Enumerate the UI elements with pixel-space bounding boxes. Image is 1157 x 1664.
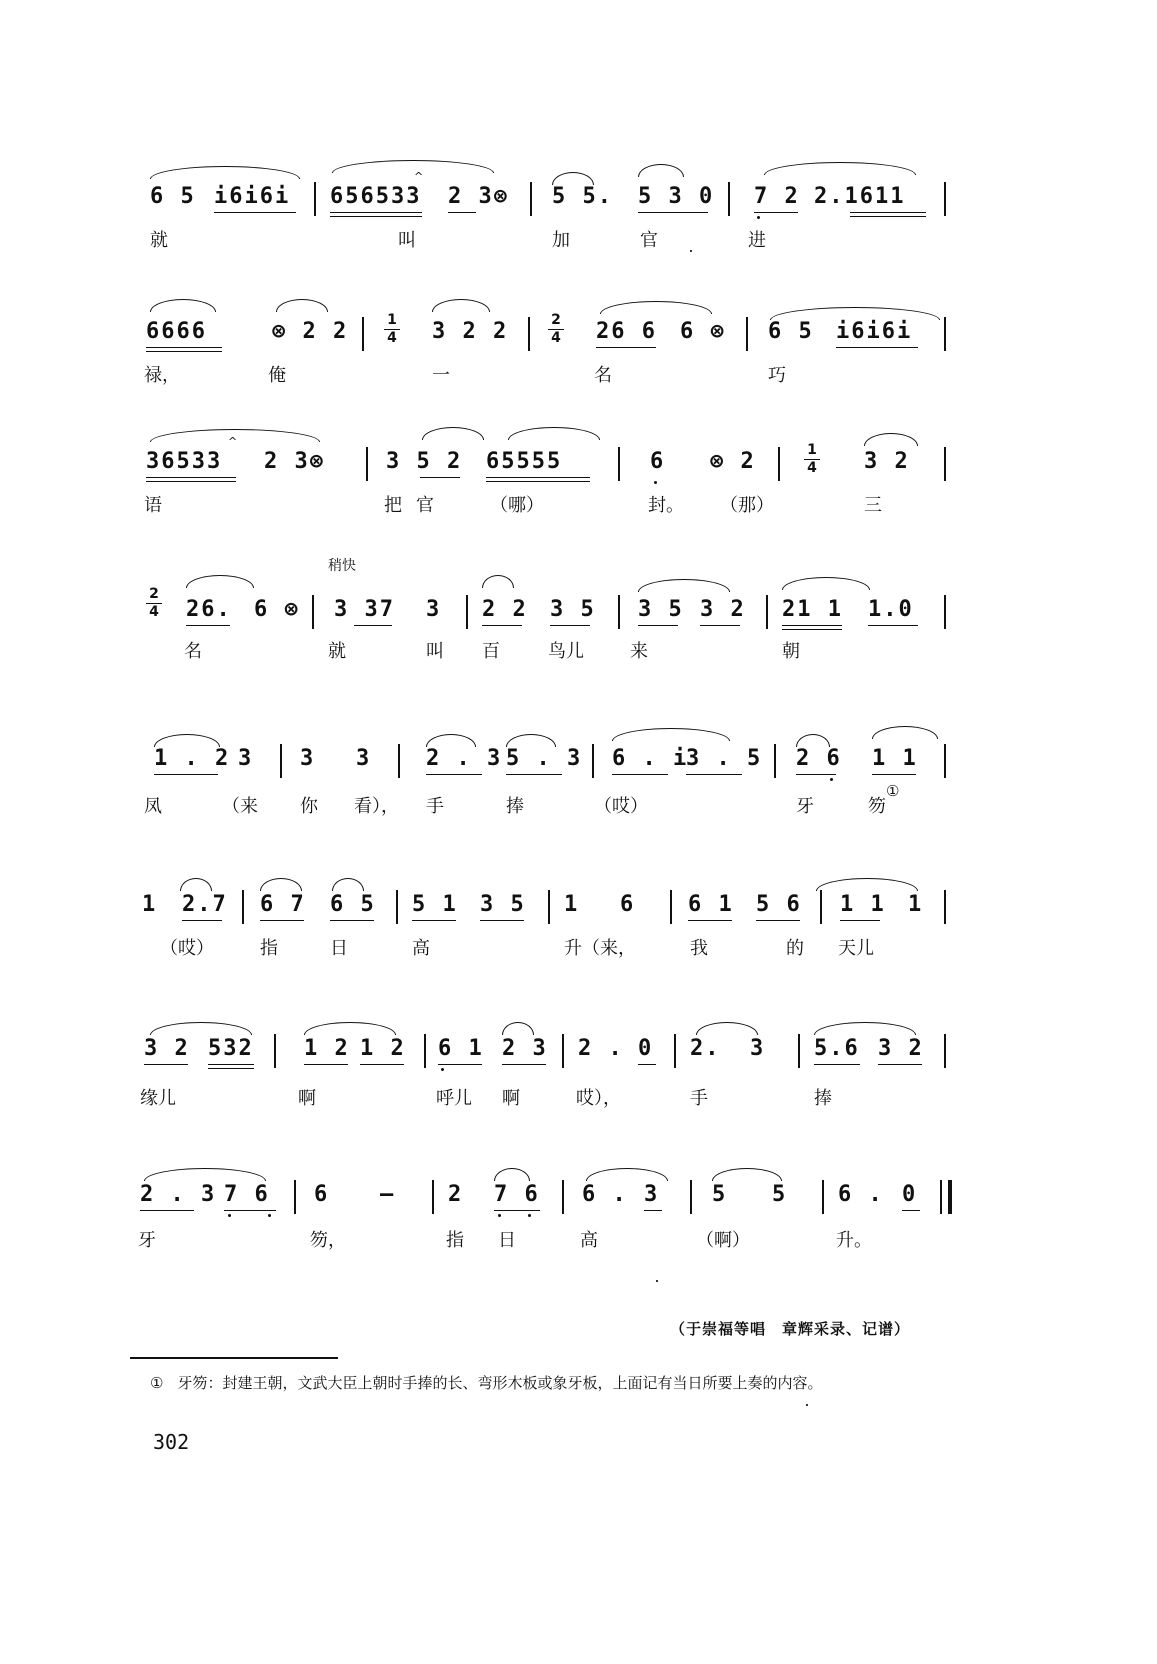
lyric: 手 [426, 796, 444, 817]
note-group: 2 6 [796, 746, 842, 771]
lyric: 啊 [502, 1088, 520, 1109]
note-group: 532 [208, 1036, 254, 1061]
note-group: 3 [238, 746, 254, 771]
slur [586, 1168, 668, 1181]
footnote-divider [130, 1357, 338, 1359]
lyric: 官 [640, 230, 658, 251]
time-signature-denominator: 4 [149, 604, 159, 620]
underline [426, 774, 482, 775]
lyric: 看）， [354, 796, 399, 817]
note-group: 26 6 [596, 319, 657, 344]
note-group: i6i6i [214, 184, 291, 209]
underline [186, 625, 230, 626]
underline [868, 625, 918, 626]
time-signature-denominator: 4 [807, 460, 817, 476]
underline [700, 625, 740, 626]
slur [276, 299, 328, 312]
double-underline [486, 477, 590, 482]
underline [482, 625, 522, 626]
underline [612, 774, 668, 775]
slur [612, 728, 730, 741]
lyric: 三 [864, 495, 882, 516]
scan-speck [690, 250, 692, 252]
slur [144, 1168, 266, 1181]
lyric: 捧 [814, 1088, 832, 1109]
barline [766, 595, 768, 629]
note-group: 0 [902, 1182, 918, 1207]
time-signature-numerator: 2 [149, 586, 159, 602]
note-group: 26. [186, 597, 232, 622]
underline [754, 212, 798, 213]
note-group: 5 6 [756, 892, 802, 917]
note-group: 6 ⊗ [680, 319, 726, 344]
lyric: 封。 [648, 495, 684, 516]
barline [548, 890, 550, 924]
underline [840, 920, 880, 921]
slur [432, 299, 490, 312]
footnote-mark: ① [150, 1374, 164, 1392]
underline [260, 920, 304, 921]
note-group: 1 1 [840, 892, 886, 917]
note-group: – [380, 1182, 396, 1207]
lyric: 叫 [398, 230, 416, 251]
note-group: 6 . i [612, 746, 689, 771]
note-group: 6 5 [768, 319, 814, 344]
barline [280, 744, 282, 778]
barline [424, 1034, 426, 1068]
lyric: （哎） [160, 938, 214, 959]
underline [214, 212, 296, 213]
underline [902, 1210, 920, 1211]
lyric: 朝 [782, 641, 800, 662]
note-group: 65555 [486, 449, 563, 474]
time-signature-numerator: 1 [807, 442, 817, 458]
note-group: 3 [426, 597, 442, 622]
slur [180, 878, 212, 891]
note-group: 2 3 [502, 1036, 548, 1061]
underline [360, 1064, 404, 1065]
underline [756, 920, 800, 921]
slur [422, 427, 484, 440]
slur [150, 166, 300, 179]
note-group: 6666 [146, 319, 207, 344]
note-group: 6 [620, 892, 636, 917]
slur [638, 164, 684, 177]
octave-dot [268, 1214, 271, 1217]
lyric: 牙 [796, 796, 814, 817]
lyric: （哪） [490, 495, 544, 516]
double-underline [208, 1064, 254, 1069]
underline [420, 477, 460, 478]
lyric: 把 [384, 495, 402, 516]
double-underline [850, 212, 926, 217]
double-underline [782, 625, 842, 630]
note-group: 5 5. [552, 184, 613, 209]
slur [494, 1168, 530, 1181]
underline [330, 920, 374, 921]
underline [506, 774, 562, 775]
octave-dot [757, 216, 760, 219]
octave-dot [528, 1214, 531, 1217]
lyric: 捧 [506, 796, 524, 817]
octave-dot [830, 778, 833, 781]
lyric: 日 [330, 938, 348, 959]
note-group: 3 5 [638, 597, 684, 622]
note-group: 2 . [578, 1036, 624, 1061]
slur [864, 433, 918, 446]
underline [644, 1210, 662, 1211]
scan-speck [656, 1280, 658, 1282]
scan-speck [806, 1404, 808, 1406]
lyric: 加 [552, 230, 570, 251]
barline [822, 1180, 824, 1214]
footnote-text: 牙笏：封建王朝，文武大臣上朝时手捧的长、弯形木板或象牙板，上面记有当日所要上奏的内容。 [177, 1374, 823, 1392]
barline [690, 1180, 692, 1214]
barline [944, 182, 946, 216]
lyric: 指 [260, 938, 278, 959]
slur [764, 162, 916, 175]
underline [304, 1064, 348, 1065]
lyric: 鸟儿 [548, 641, 584, 662]
lyric: （啊） [696, 1230, 750, 1251]
barline [294, 1180, 296, 1214]
underline [140, 1210, 194, 1211]
lyric: 升。 [836, 1230, 872, 1251]
barline [432, 1180, 434, 1214]
note-group: 2 3⊗ [448, 184, 509, 209]
note-group: 7 6 [224, 1182, 270, 1207]
underline [182, 920, 222, 921]
slur [260, 878, 302, 891]
note-group: 6 5 [150, 184, 196, 209]
tempo-marking: 稍快 [328, 558, 356, 574]
slur [816, 878, 918, 891]
lyric: 啊 [298, 1088, 316, 1109]
note-group: ⊗ 2 [710, 449, 756, 474]
barline [778, 447, 780, 481]
note-group: 7 6 [494, 1182, 540, 1207]
slur [502, 1022, 534, 1035]
underline [872, 774, 916, 775]
lyric: 名 [184, 641, 202, 662]
barline [396, 890, 398, 924]
lyric: 来 [630, 641, 648, 662]
footnote [150, 1372, 822, 1393]
underline [638, 212, 708, 213]
lyric: 百 [482, 641, 500, 662]
lyric: 高 [580, 1230, 598, 1251]
note-group: 5 1 [412, 892, 458, 917]
lyric: 日 [498, 1230, 516, 1251]
underline [224, 1210, 276, 1211]
underline [438, 1064, 482, 1065]
barline [366, 447, 368, 481]
underline [354, 625, 392, 626]
note-group: 6 ⊗ [254, 597, 300, 622]
lyric: 呼儿 [436, 1088, 472, 1109]
note-group: i6i6i [836, 319, 913, 344]
lyric: 进 [748, 230, 766, 251]
slur [150, 299, 216, 312]
lyric: 我 [690, 938, 708, 959]
lyric: 官 [416, 495, 434, 516]
slur [712, 1168, 782, 1181]
score-system-3 [144, 425, 1020, 516]
underline [638, 1064, 656, 1065]
slur [482, 575, 514, 588]
octave-dot [228, 1214, 231, 1217]
barline [944, 744, 946, 778]
barline [674, 1034, 676, 1068]
octave-dot [498, 1214, 501, 1217]
lyric: 升（来， [564, 938, 636, 959]
note-group: ⊗ 2 2 [272, 319, 349, 344]
note-group: 6 [314, 1182, 330, 1207]
note-group: 3 [644, 1182, 660, 1207]
double-underline [330, 212, 422, 217]
score-system-6 [142, 868, 1020, 959]
note-group: 5 . 3 [506, 746, 583, 771]
note-group: 6 . [838, 1182, 884, 1207]
barline [242, 890, 244, 924]
barline [798, 1034, 800, 1068]
double-underline [146, 477, 236, 482]
underline [494, 1210, 540, 1211]
note-group: 3 2 [878, 1036, 924, 1061]
underline [502, 1064, 546, 1065]
score-system-8 [138, 1158, 1020, 1251]
barline [528, 317, 530, 351]
score-system-1 [150, 160, 1020, 250]
note-group: 3 5 [480, 892, 526, 917]
barline [944, 1034, 946, 1068]
note-group: 3 5 [550, 597, 596, 622]
barline [670, 890, 672, 924]
time-signature-numerator: 1 [387, 312, 397, 328]
underline [480, 920, 524, 921]
octave-dot [654, 481, 657, 484]
note-group: 2 2 [482, 597, 528, 622]
lyric: 手 [690, 1088, 708, 1109]
note-group: 3 2 [700, 597, 746, 622]
note-group: 7 2 [754, 184, 800, 209]
underline [448, 212, 476, 213]
note-group: 3 37 [334, 597, 395, 622]
barline [820, 890, 822, 924]
final-barline [940, 1180, 952, 1214]
slur [186, 575, 254, 588]
barline [562, 1034, 564, 1068]
note-group: 0 [638, 1036, 654, 1061]
score-system-2 [144, 295, 1020, 386]
note-group: 1 [142, 892, 158, 917]
time-signature-denominator: 4 [551, 330, 561, 346]
note-group: 2.7 [182, 892, 228, 917]
score-system-4 [149, 555, 1020, 662]
barline [746, 317, 748, 351]
barline [398, 744, 400, 778]
lyric: 缘儿 [140, 1088, 176, 1109]
lyric: 俺 [268, 365, 286, 386]
lyric: 哎）， [576, 1088, 621, 1109]
note-group: 2. [690, 1036, 721, 1061]
barline [562, 1180, 564, 1214]
time-signature [146, 587, 162, 620]
accent-mark: ^ [414, 170, 424, 183]
slur [332, 878, 364, 891]
note-group: 3 2 2 [432, 319, 509, 344]
slur [600, 301, 712, 314]
note-group: 6 . [582, 1182, 628, 1207]
underline [550, 625, 590, 626]
octave-dot [441, 1068, 444, 1071]
barline [618, 595, 620, 629]
note-group: 1 2 [304, 1036, 350, 1061]
barline [530, 182, 532, 216]
slur [150, 1022, 252, 1035]
note-group: 656533 [330, 184, 422, 209]
note-group: 3 2 [144, 1036, 190, 1061]
underline [796, 774, 836, 775]
note-group: 3 5 2 [386, 449, 463, 474]
lyric: 高 [412, 938, 430, 959]
underline [144, 1064, 188, 1065]
note-group: 3 [356, 746, 372, 771]
note-group: 21 1 [782, 597, 843, 622]
page-number: 302 [153, 1430, 190, 1454]
lyric: 凤 [144, 796, 162, 817]
underline [814, 1064, 860, 1065]
note-group: 2 . 3 [140, 1182, 217, 1207]
slur [814, 1022, 916, 1035]
note-group: 1 [564, 892, 580, 917]
lyric: 指 [446, 1230, 464, 1251]
underline [686, 774, 742, 775]
note-group: 6 1 [688, 892, 734, 917]
note-group: 6 1 [438, 1036, 484, 1061]
barline [362, 317, 364, 351]
slur [872, 726, 938, 739]
barline [618, 447, 620, 481]
underline [688, 920, 732, 921]
time-signature-denominator: 4 [387, 330, 397, 346]
note-group: 1 . 2 [154, 746, 231, 771]
underline [638, 625, 678, 626]
lyric: 牙 [138, 1230, 156, 1251]
barline [466, 595, 468, 629]
barline [774, 744, 776, 778]
lyric: 笏 [868, 796, 886, 817]
lyric: 就 [150, 230, 168, 251]
lyric: 巧 [768, 365, 786, 386]
barline [944, 595, 946, 629]
score-system-5 [144, 722, 1020, 817]
underline [412, 920, 456, 921]
slur [696, 1022, 758, 1035]
lyric: （来 [222, 796, 258, 817]
slur [304, 1022, 396, 1035]
performer-credit: （于崇福等唱 章辉采录、记谱） [670, 1320, 911, 1338]
lyric: 笏， [310, 1230, 346, 1251]
lyric: 语 [144, 495, 162, 516]
lyric: （哎） [594, 796, 648, 817]
lyric: 叫 [426, 641, 444, 662]
double-underline [146, 347, 222, 352]
time-signature [548, 313, 564, 346]
lyric: 的 [786, 938, 804, 959]
slur [638, 579, 730, 592]
note-group: 1 2 [360, 1036, 406, 1061]
slur [782, 577, 870, 590]
note-group: 3 [300, 746, 316, 771]
note-group: 6 5 [330, 892, 376, 917]
slur [508, 427, 600, 440]
score-system-7 [140, 1012, 1020, 1109]
barline [728, 182, 730, 216]
note-group: 5 [772, 1182, 788, 1207]
lyric: 就 [328, 641, 346, 662]
time-signature-numerator: 2 [551, 312, 561, 328]
note-group: 3 2 [864, 449, 910, 474]
lyric: 一 [432, 365, 450, 386]
barline [274, 1034, 276, 1068]
note-group: 6 [650, 449, 666, 474]
lyric: 禄， [144, 365, 180, 386]
barline [944, 317, 946, 351]
time-signature [804, 443, 820, 476]
barline [944, 890, 946, 924]
barline [312, 595, 314, 629]
note-group: 5 [712, 1182, 728, 1207]
note-group: 5.6 [814, 1036, 860, 1061]
note-group: 2 . 3 [426, 746, 503, 771]
barline [592, 744, 594, 778]
note-group: 1 [908, 892, 924, 917]
accent-mark: ^ [228, 435, 238, 448]
note-group: 3 [750, 1036, 766, 1061]
note-group: 2 3⊗ [264, 449, 325, 474]
lyric: （那） [720, 495, 774, 516]
note-group: 2.1611 [814, 184, 906, 209]
footnote-reference: ① [886, 782, 900, 800]
underline [878, 1064, 922, 1065]
underline [154, 774, 218, 775]
underline [596, 347, 656, 348]
note-group: 6 7 [260, 892, 306, 917]
underline [836, 347, 918, 348]
note-group: 2 [448, 1182, 464, 1207]
note-group: 1.0 [868, 597, 914, 622]
lyric: 你 [300, 796, 318, 817]
lyric: 名 [594, 365, 612, 386]
lyric: 天儿 [838, 938, 874, 959]
note-group: 5 3 0 [638, 184, 715, 209]
note-group: 36533 [146, 449, 223, 474]
slur [332, 160, 494, 173]
barline [314, 182, 316, 216]
time-signature [384, 313, 400, 346]
note-group: 3 . 5 [686, 746, 763, 771]
note-group: 1 1 [872, 746, 918, 771]
barline [944, 447, 946, 481]
